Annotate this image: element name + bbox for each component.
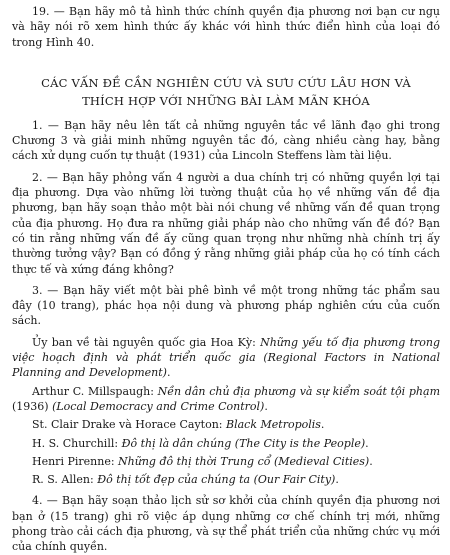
ref-title: Những đô thị thời Trung cổ (Medieval Cities) <box>118 454 370 468</box>
exercise-19: 19. — Bạn hãy mô tả hình thức chính quyền địa phương nơi bạn cư ngụ và hãy nói rõ xem hình thức ấy khác với hình thức điển hình của loại đó trong Hình 40. <box>12 5 440 49</box>
heading-line-2: THÍCH HỢP VỚI NHỮNG BÀI LÀM MÃN KHÓA <box>82 93 370 108</box>
ref-tail: . <box>166 366 171 380</box>
ref-tail: . <box>369 454 373 468</box>
ref-title-english: (Local Democracy and Crime Control) <box>52 399 265 413</box>
ref-title: Black Metropolis <box>226 418 321 432</box>
reference-4 <box>12 436 440 451</box>
ref-author: Ủy ban về tài nguyên quốc gia Hoa Kỳ: <box>32 335 261 349</box>
ref-author: H. S. Churchill: <box>32 436 122 450</box>
ref-tail: . <box>365 436 369 450</box>
ref-title: Những yếu tố địa phương trong việc hoạch định và phát triển quốc gia (Regional Factors in National Planning and Development) <box>12 335 441 380</box>
ref-author: Henri Pirenne: <box>32 454 119 468</box>
item-3: 3. — Bạn hãy viết một bài phê bình về một trong những tác phẩm sau đây (10 trang), phác họa nội dung và phương pháp nghiên cứu của cuốn sách. <box>12 283 440 328</box>
reference-6 <box>12 472 440 487</box>
ref-tail: . <box>264 399 268 413</box>
ref-tail: . <box>335 473 339 487</box>
reference-5 <box>12 454 440 469</box>
ref-tail: . <box>320 418 325 432</box>
ref-title: Đô thị là dân chúng (The City is the People) <box>121 436 366 450</box>
ref-author: St. Clair Drake và Horace Cayton: <box>32 418 227 432</box>
ref-title: Đô thị tốt đẹp của chúng ta (Our Fair City) <box>97 473 336 487</box>
ref-year: (1936) <box>12 399 53 413</box>
ref-author: R. S. Allen: <box>32 473 98 487</box>
heading-line-1: CÁC VẤN ĐỀ CẦN NGHIÊN CỨU VÀ SƯU CỨU LÂU HƠN VÀ <box>41 75 411 90</box>
item-2: 2. — Bạn hãy phỏng vấn 4 người a dua chính trị có những quyền lợi tại địa phương. Dựa vào những lời tường thuật của họ về những vấn đề địa phương, bạn hãy soạn thảo một bài nói chung về những vấn đề quan trọng của địa phương. Họ đưa ra những giải pháp nào cho những vấn đề đó? Bạn có tin rằng những vấn đề ấy cũng quan trọng như những nhà chính trị ấy thường tưởng vậy? Bạn có đồng ý rằng những giải pháp của họ có tính cách thực tế và xứng đáng không? <box>12 170 440 276</box>
item-4: 4. — Bạn hãy soạn thảo lịch sử sơ khởi của chính quyền địa phương nơi bạn ở (15 trang) ghi rõ việc áp dụng những cơ chế chính trị mới, những phong trào cải cách địa phương, và sự thể phát triển của những chức vụ mới của chính quyền. <box>12 494 440 554</box>
item-1: 1. — Bạn hãy nêu lên tất cả những nguyên tắc về lãnh đạo ghi trong Chương 3 và giải minh những nguyên tắc đó, càng nhiều càng hay, bằng cách xử dụng cuốn tự thuật (1931) của Lincoln Steffens làm tài liệu. <box>12 118 440 163</box>
reference-1 <box>12 335 440 381</box>
section-heading <box>12 74 440 110</box>
ref-author: Arthur C. Millspaugh: <box>32 384 158 398</box>
reference-2 <box>12 384 440 415</box>
reference-3 <box>12 417 440 432</box>
ref-title: Nền dân chủ địa phương và sự kiểm soát tội phạm <box>157 384 441 398</box>
